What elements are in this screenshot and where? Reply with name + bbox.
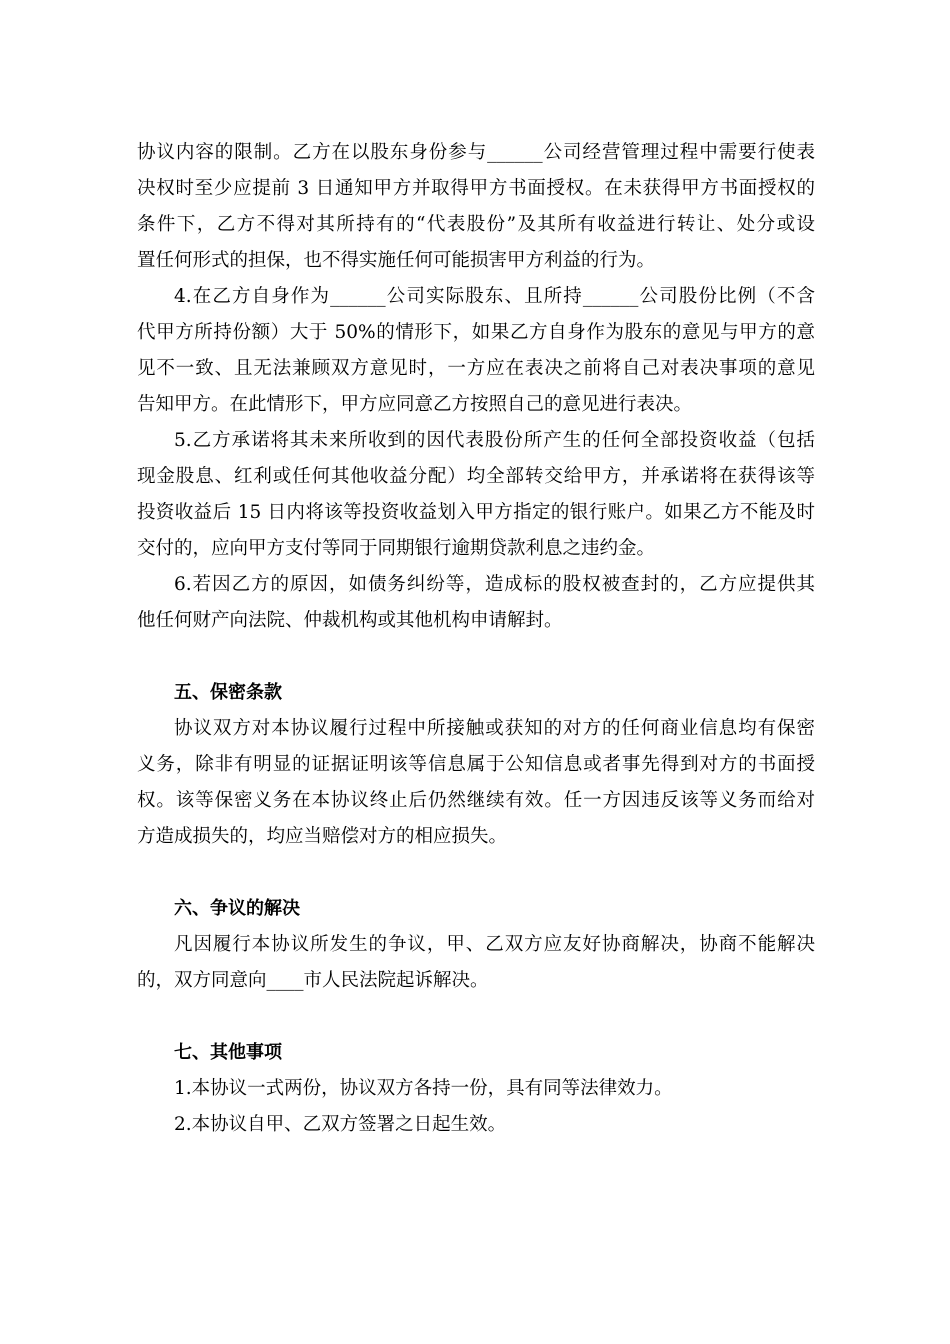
paragraph-line: 协议内容的限制。乙方在以股东身份参与______公司经营管理过程中需要行使表 [137,142,815,163]
paragraph-line: 义务，除非有明显的证据证明该等信息属于公知信息或者事先得到对方的书面授 [137,754,815,775]
paragraph-line: 代甲方所持份额）大于 50%的情形下，如果乙方自身作为股东的意见与甲方的意 [137,322,815,343]
paragraph-line: 他任何财产向法院、仲裁机构或其他机构申请解封。 [137,610,563,631]
paragraph-line: 现金股息、红利或任何其他收益分配）均全部转交给甲方，并承诺将在获得该等 [137,466,815,487]
paragraph-line: 凡因履行本协议所发生的争议，甲、乙双方应友好协商解决，协商不能解决 [174,934,815,955]
paragraph-line: 投资收益后 15 日内将该等投资收益划入甲方指定的银行账户。如果乙方不能及时 [137,502,815,523]
paragraph-line: 方造成损失的，均应当赔偿对方的相应损失。 [137,826,508,847]
paragraph-line: 协议双方对本协议履行过程中所接触或获知的对方的任何商业信息均有保密 [174,718,815,739]
paragraph-line: 2.本协议自甲、乙双方签署之日起生效。 [174,1114,507,1135]
paragraph-line: 置任何形式的担保，也不得实施任何可能损害甲方利益的行为。 [137,250,656,271]
paragraph-line: 权。该等保密义务在本协议终止后仍然继续有效。任一方因违反该等义务而给对 [137,790,815,811]
paragraph-line: 见不一致、且无法兼顾双方意见时，一方应在表决之前将自己对表决事项的意见 [137,358,815,379]
paragraph-line: 6.若因乙方的原因，如债务纠纷等，造成标的股权被查封的，乙方应提供其 [174,574,815,595]
paragraph-line: 条件下，乙方不得对其所持有的“代表股份”及其所有收益进行转让、处分或设 [137,214,815,235]
paragraph-line: 4.在乙方自身作为______公司实际股东、且所持______公司股份比例（不含 [174,286,815,307]
section-heading: 五、保密条款 [174,682,282,703]
paragraph-line: 1.本协议一式两份，协议双方各持一份，具有同等法律效力。 [174,1078,673,1099]
section-heading: 七、其他事项 [174,1042,282,1063]
paragraph-line: 交付的，应向甲方支付等同于同期银行逾期贷款利息之违约金。 [137,538,656,559]
section-heading: 六、争议的解决 [174,898,300,919]
paragraph-line: 5.乙方承诺将其未来所收到的因代表股份所产生的任何全部投资收益（包括 [174,430,815,451]
paragraph-line: 告知甲方。在此情形下，甲方应同意乙方按照自己的意见进行表决。 [137,394,693,415]
paragraph-line: 决权时至少应提前 3 日通知甲方并取得甲方书面授权。在未获得甲方书面授权的 [137,178,815,199]
paragraph-line: 的，双方同意向____市人民法院起诉解决。 [137,970,489,991]
